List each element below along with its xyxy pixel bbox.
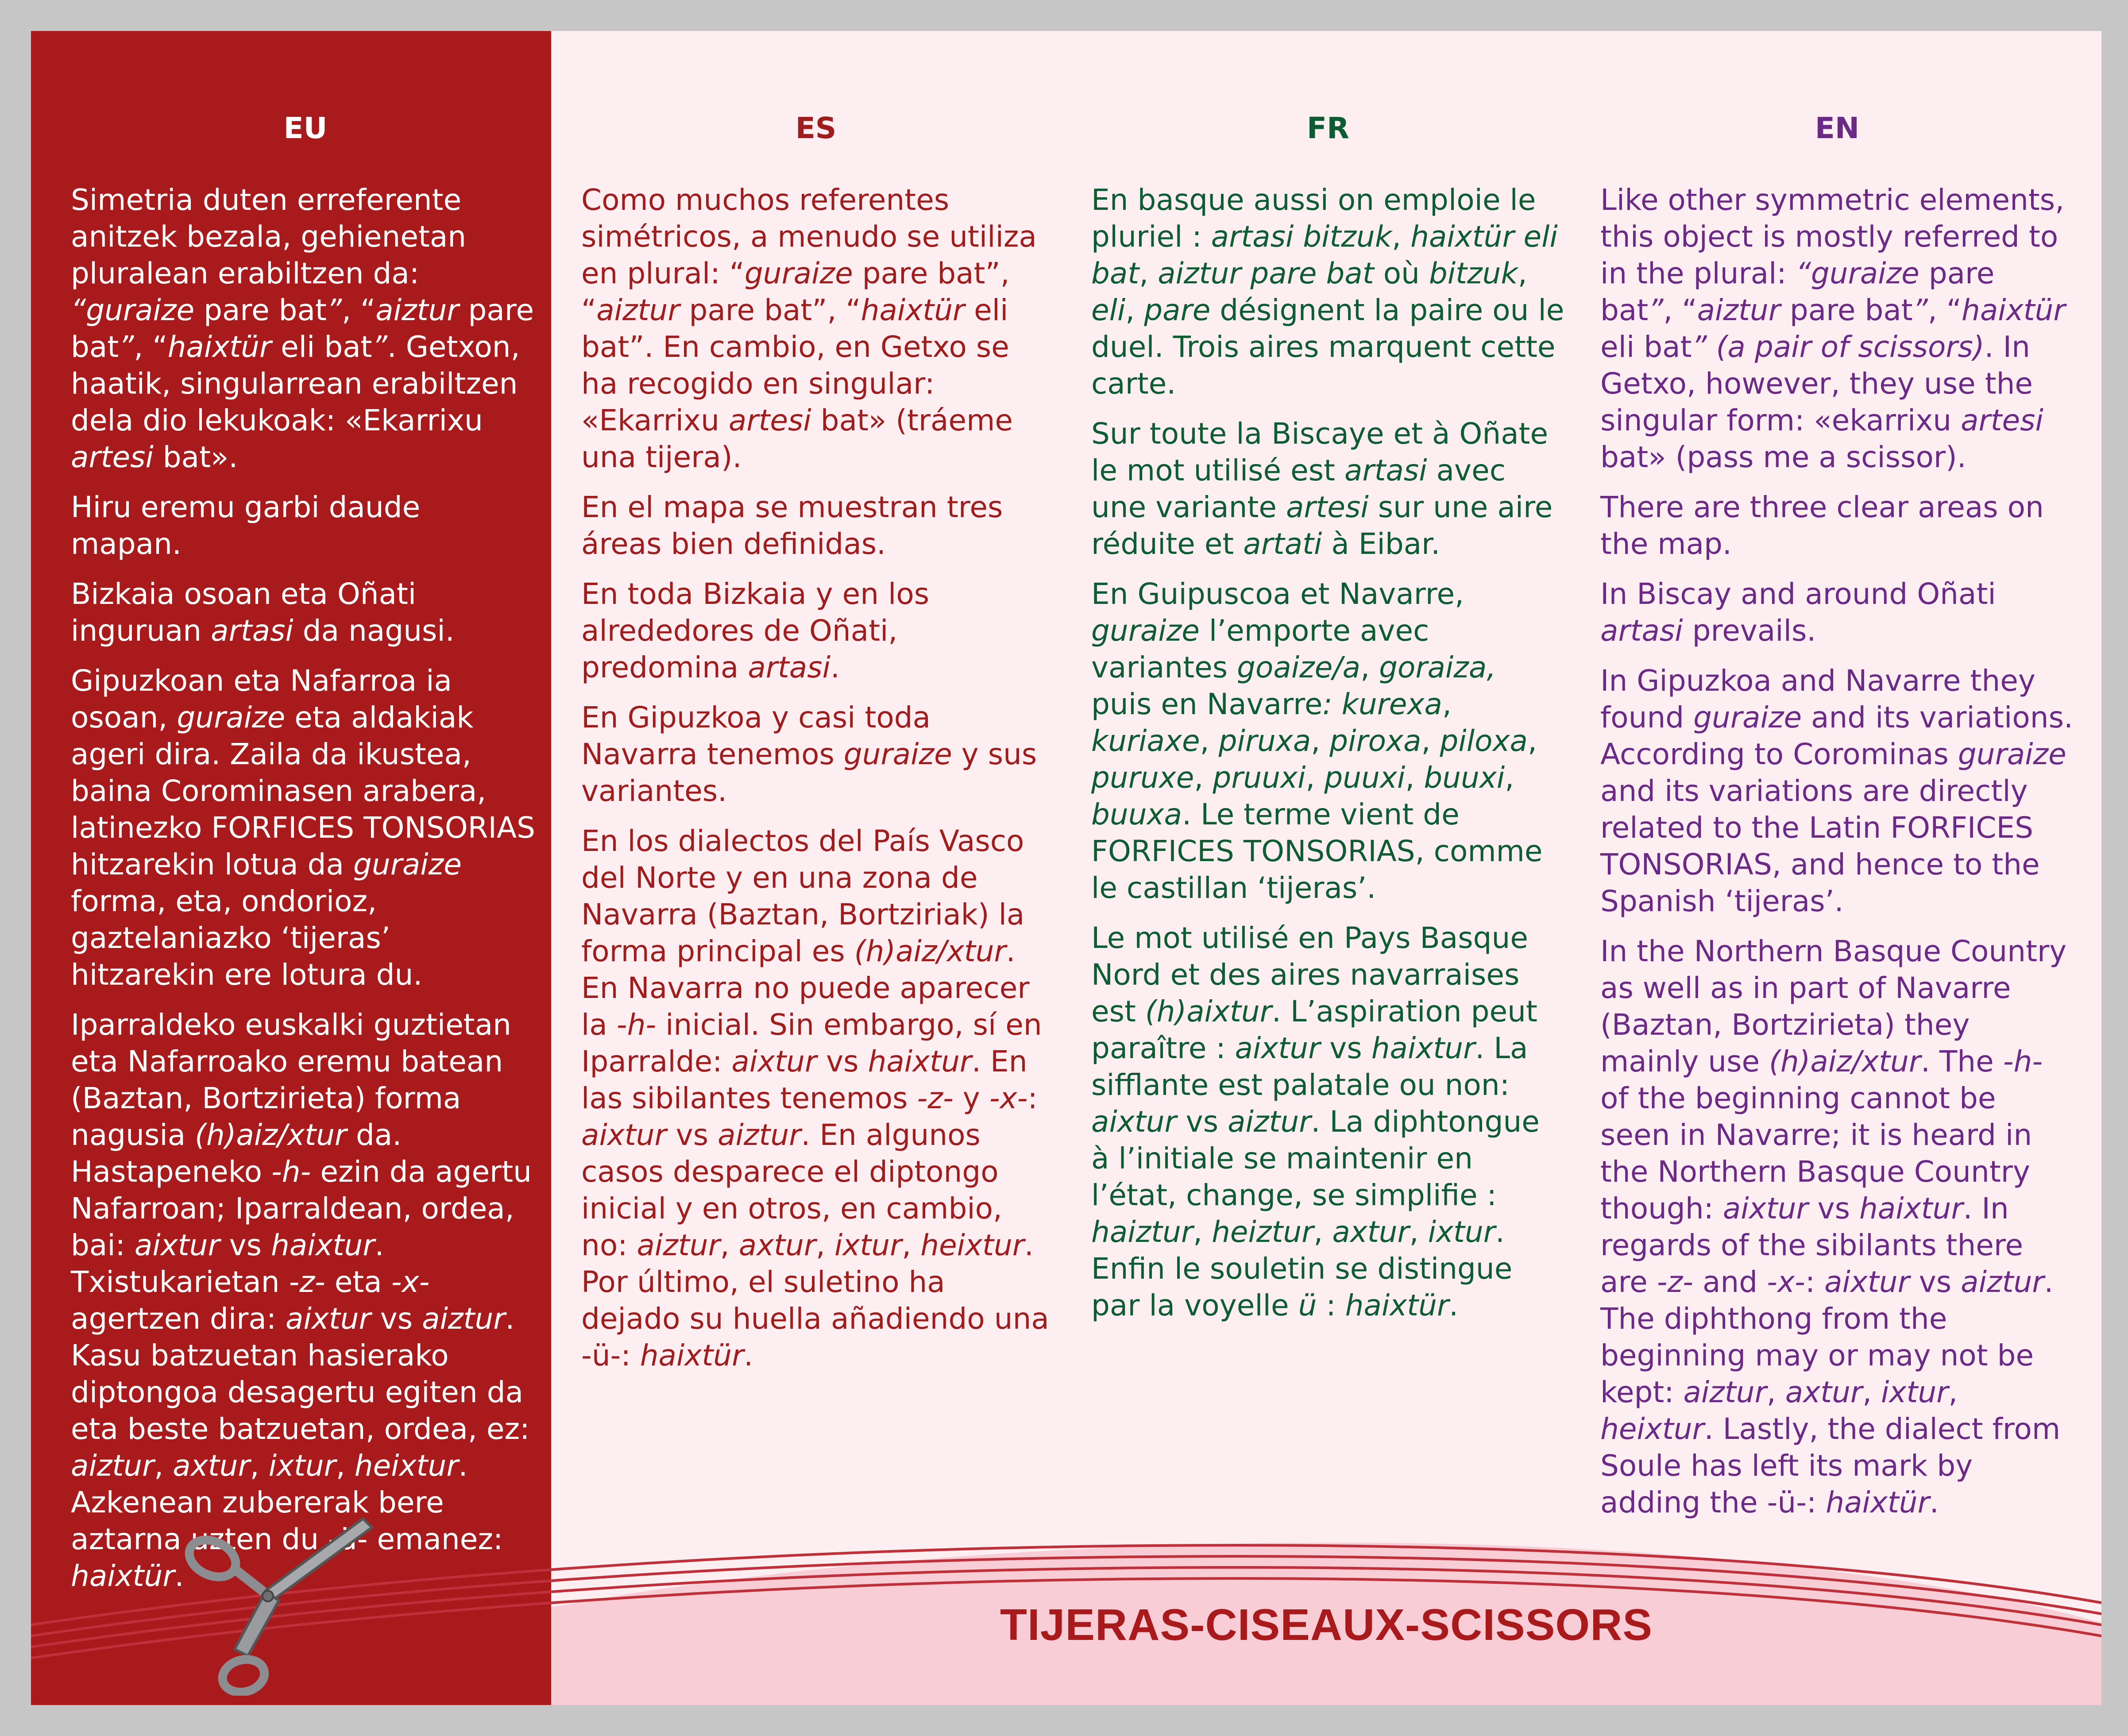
italic-term: ixtur: [1428, 1215, 1495, 1249]
italic-term: artasi bitzuk: [1211, 220, 1392, 254]
text-run: Gipuzkoan eta Nafarroa ia osoan,: [71, 664, 452, 735]
text-run: . The diphthong from the beginning may or may not be kept:: [1600, 1265, 2054, 1409]
italic-term: artesi: [1286, 490, 1369, 524]
text-run: pare bat: [1780, 293, 1913, 327]
column-heading-eu: EU: [283, 111, 328, 145]
text-run: où: [1374, 256, 1429, 290]
paragraph-eu-5: [71, 1006, 540, 1594]
italic-term: haixtur: [1371, 1031, 1475, 1065]
text-run: da. Hastapeneko: [71, 1118, 402, 1189]
italic-term: -h-: [616, 1008, 657, 1042]
italic-term: buuxi: [1424, 761, 1505, 795]
column-body-en: [1600, 182, 2074, 1521]
italic-term: -z-: [289, 1265, 325, 1299]
italic-term: aixtur: [1235, 1031, 1321, 1065]
text-run: . La diphtongue à l’initiale se maintenir en l’état, change, se simplifie :: [1091, 1105, 1540, 1212]
text-run: eli bat”. En cambio, en Getxo se ha recogido en singular: «Ekarrixu: [581, 293, 1009, 437]
italic-term: aiztur: [375, 293, 459, 327]
text-run: vs: [666, 1118, 718, 1152]
italic-term: guraize: [744, 256, 853, 290]
column-body-eu: [71, 182, 540, 1594]
text-run: :: [1805, 1265, 1825, 1299]
text-run: . Txistukarietan: [71, 1228, 384, 1299]
italic-term: bitzuk: [1429, 256, 1518, 290]
text-run: eta: [325, 1265, 391, 1299]
text-run: , “: [342, 293, 376, 327]
text-run: eta aldakiak ageri dira. Zaila da ikustea, baina Corominasen arabera, latinezko FORFICES TONSORIAS hitzarekin lotua da: [71, 700, 536, 882]
text-run: Simetria duten erreferente anitzek bezala, gehienetan pluralean erabiltzen da:: [71, 183, 467, 290]
italic-term: aiztur: [1961, 1265, 2044, 1299]
text-run: ,: [1360, 650, 1379, 684]
italic-term: piloxa: [1440, 724, 1528, 758]
text-run: ,: [1305, 761, 1325, 795]
italic-term: guraize: [1091, 614, 1200, 648]
italic-term: ”: [372, 330, 387, 364]
text-run: Sur toute la Biscaye et à Oñate le mot utilisé est: [1091, 417, 1549, 487]
italic-term: (h)aiz/xtur: [195, 1118, 347, 1152]
text-run: In Gipuzkoa and Navarre they found: [1600, 664, 2035, 735]
text-run: En Guipuscoa et Navarre,: [1091, 577, 1464, 611]
italic-term: haixtur: [1859, 1191, 1963, 1226]
italic-term: -x-: [989, 1081, 1028, 1115]
italic-term: aixtur: [1824, 1265, 1910, 1299]
column-heading-es: ES: [795, 111, 837, 145]
text-run: bat» (pass me a scissor).: [1600, 440, 1966, 474]
italic-term: ixtur: [834, 1228, 902, 1262]
italic-term: piroxa: [1329, 724, 1421, 758]
paragraph-fr-1: [1091, 182, 1565, 402]
italic-term: aiztur: [71, 1449, 154, 1483]
text-run: pare bat”, “: [680, 293, 861, 327]
italic-term: artasi: [748, 650, 830, 684]
text-run: pare bat: [1600, 256, 1995, 327]
text-run: .: [744, 1338, 753, 1373]
italic-term: haixtür eli bat: [1091, 220, 1558, 290]
italic-term: artesi: [728, 403, 811, 437]
italic-term: heixtur: [354, 1449, 459, 1483]
italic-term: pare: [1144, 293, 1211, 327]
text-run: eli bat: [271, 330, 372, 364]
italic-term: aiztur: [422, 1302, 506, 1336]
italic-term: guraize: [353, 847, 462, 882]
text-run: ,: [1194, 761, 1213, 795]
italic-term: -h-: [271, 1155, 311, 1189]
text-run: ,: [816, 1228, 835, 1262]
text-run: ,: [1518, 256, 1527, 290]
italic-term: aiztur: [718, 1118, 801, 1152]
text-run: pare bat: [194, 293, 327, 327]
text-run: ,: [1766, 1375, 1785, 1409]
text-run: bat» (tráeme una tijera).: [581, 403, 1013, 474]
text-run: ,: [1505, 761, 1514, 795]
text-run: eli bat: [1600, 330, 1692, 364]
text-run: .: [1929, 1485, 1939, 1519]
italic-term: haixtur: [868, 1044, 972, 1079]
italic-term: artasi: [1344, 453, 1427, 487]
column-es: [581, 111, 1050, 1387]
text-run: of the beginning cannot be seen in Navarre; it is heard in the Northern Basque Country though:: [1600, 1081, 2032, 1226]
text-run: ,: [1311, 724, 1330, 758]
text-run: , “: [1663, 293, 1697, 327]
text-run: puis en Navarre: [1091, 687, 1323, 721]
text-run: . En Navarra no puede aparecer la: [581, 934, 1030, 1042]
italic-term: haixtür: [1826, 1485, 1930, 1519]
italic-term: ”: [119, 330, 134, 364]
text-run: . En las sibilantes tenemos: [581, 1044, 1027, 1115]
italic-term: haiztur: [1091, 1215, 1193, 1249]
italic-term: artasi: [1600, 614, 1683, 648]
paragraph-es-1: [581, 182, 1050, 476]
paragraph-fr-3: [1091, 576, 1565, 906]
italic-term: kuriaxe: [1091, 724, 1200, 758]
text-run: vs: [1320, 1031, 1371, 1065]
italic-term: aiztur: [1683, 1375, 1767, 1409]
text-run: à Eibar.: [1322, 527, 1441, 561]
italic-term: aiztur: [596, 293, 680, 327]
italic-term: piruxa: [1218, 724, 1311, 758]
text-run: Como muchos referentes simétricos, a menudo se utiliza en plural: “: [581, 183, 1037, 290]
text-run: , “: [134, 330, 168, 364]
italic-term: haixtür: [167, 330, 272, 364]
italic-term: axtur: [1332, 1215, 1410, 1249]
text-run: bat».: [153, 440, 238, 474]
italic-term: artasi: [211, 614, 294, 648]
text-run: Hiru eremu garbi daude mapan.: [71, 490, 421, 561]
italic-term: axtur: [738, 1228, 816, 1262]
text-run: vs: [220, 1228, 271, 1262]
text-run: . The: [1920, 1044, 2003, 1079]
text-run: . In Getxo, however, they use the singular form: «ekarrixu: [1600, 330, 2033, 437]
italic-term: ixtur: [1881, 1375, 1949, 1409]
text-run: y: [953, 1081, 989, 1115]
italic-term: axtur: [173, 1449, 250, 1483]
text-run: pare bat”, “: [581, 256, 1010, 327]
text-run: There are three clear areas on the map.: [1600, 490, 2044, 561]
italic-term: goraiza,: [1379, 650, 1496, 684]
text-run: :: [1317, 1288, 1345, 1322]
italic-term: aiztur: [1228, 1105, 1311, 1139]
paragraph-en-1: [1600, 182, 2074, 476]
paragraph-es-4: [581, 699, 1050, 809]
italic-term: ”: [1648, 293, 1664, 327]
text-run: .: [174, 1559, 184, 1593]
text-run: In Biscay and around Oñati: [1600, 577, 1996, 611]
italic-term: (h)aixtur: [1145, 994, 1272, 1028]
text-run: . In regards of the sibilants there are: [1600, 1191, 2024, 1299]
text-run: y sus variantes.: [581, 737, 1037, 808]
text-run: Bizkaia osoan eta Oñati inguruan: [71, 577, 417, 648]
paragraph-fr-4: [1091, 920, 1565, 1324]
column-en: [1600, 111, 2074, 1534]
column-eu: [71, 111, 540, 1608]
italic-term: ü: [1298, 1288, 1317, 1322]
italic-term: -x-: [1767, 1265, 1805, 1299]
text-run: pare bat: [71, 293, 534, 364]
text-run: . Le terme vient de FORFICES TONSORIAS, comme le castillan ‘tijeras’.: [1091, 797, 1543, 905]
paragraph-eu-2: [71, 489, 540, 562]
paragraph-fr-2: [1091, 415, 1565, 562]
italic-term: aiztur: [637, 1228, 720, 1262]
text-run: ,: [1421, 724, 1440, 758]
text-run: En Gipuzkoa y casi toda Navarra tenemos: [581, 700, 931, 771]
text-run: and its variations are directly related to the Latin FORFICES TONSORIAS, and hence to the Spanish ‘tijeras’.: [1600, 774, 2040, 918]
italic-term: eli: [1091, 293, 1126, 327]
text-run: ,: [720, 1228, 739, 1262]
italic-term: buuxa: [1091, 797, 1182, 831]
text-run: . Kasu batzuetan hasierako diptongoa desagertu egiten da eta beste batzuetan, ordea, ez:: [71, 1302, 530, 1446]
column-body-fr: [1091, 182, 1565, 1324]
italic-term: guraize: [1693, 700, 1802, 735]
italic-term: haixtür: [640, 1338, 744, 1373]
text-run: ,: [1527, 724, 1537, 758]
paragraph-en-2: [1600, 489, 2074, 562]
paragraph-eu-3: [71, 576, 540, 649]
italic-term: aixtur: [1722, 1191, 1808, 1226]
text-run: forma, eta, ondorioz, gaztelaniazko ‘tijeras’ hitzarekin ere lotura du.: [71, 884, 423, 992]
italic-term: guraize: [843, 737, 952, 771]
italic-term: heixtur: [1600, 1412, 1704, 1446]
text-run: . Enfin le souletin se distingue par la voyelle: [1091, 1215, 1513, 1322]
text-run: .: [1449, 1288, 1459, 1322]
text-run: ,: [1139, 256, 1158, 290]
text-run: , “: [1927, 293, 1962, 327]
text-run: ,: [1125, 293, 1144, 327]
italic-term: aixtur: [731, 1044, 817, 1079]
text-run: En basque aussi on emploie le pluriel :: [1091, 183, 1536, 254]
text-run: ,: [902, 1228, 921, 1262]
italic-term: haixtür: [1962, 293, 2066, 327]
text-run: Like other symmetric elements, this object is mostly referred to in the plural:: [1600, 183, 2065, 290]
text-run: ,: [1948, 1375, 1958, 1409]
italic-term: -z-: [917, 1081, 954, 1115]
italic-term: heiztur: [1212, 1215, 1314, 1249]
paragraph-en-4: [1600, 662, 2074, 920]
text-run: . La sifflante est palatale ou non:: [1091, 1031, 1528, 1102]
paragraph-es-3: [581, 576, 1050, 686]
text-run: .: [830, 650, 840, 684]
italic-term: aixtur: [134, 1228, 220, 1262]
text-run: . L’aspiration peut paraître :: [1091, 994, 1537, 1065]
text-run: . Azkenean zubererak bere aztarna uzten du -ü- emanez:: [71, 1449, 503, 1556]
text-run: agertzen dira:: [71, 1302, 286, 1336]
italic-term: (h)aiz/xtur: [1769, 1044, 1921, 1079]
italic-term: “guraize: [1796, 256, 1919, 290]
italic-term: axtur: [1785, 1375, 1863, 1409]
text-run: vs: [1176, 1105, 1228, 1139]
text-run: En los dialectos del País Vasco del Norte y en una zona de Navarra (Baztan, Bortziriak) la forma principal es: [581, 824, 1025, 968]
text-run: and: [1693, 1265, 1767, 1299]
italic-term: ”: [1912, 293, 1928, 327]
text-run: In the Northern Basque Country as well as in part of Navarre (Baztan, Bortzirieta) they mainly use: [1600, 934, 2067, 1079]
text-run: ,: [1405, 761, 1424, 795]
italic-term: pruuxi: [1213, 761, 1306, 795]
text-run: ,: [336, 1449, 355, 1483]
text-run: vs: [817, 1044, 868, 1079]
italic-term: ” (a pair of scissors): [1692, 330, 1985, 364]
italic-term: puuxi: [1324, 761, 1406, 795]
text-run: inicial. Sin embargo, sí en Iparralde:: [581, 1008, 1042, 1079]
italic-term: aixtur: [1091, 1105, 1177, 1139]
text-run: ,: [154, 1449, 173, 1483]
text-run: l’emporte avec variantes: [1091, 614, 1429, 684]
text-run: ,: [1862, 1375, 1881, 1409]
text-run: En toda Bizkaia y en los alrededores de Oñati, predomina: [581, 577, 930, 684]
italic-term: artesi: [71, 440, 154, 474]
italic-term: heixtur: [920, 1228, 1024, 1262]
italic-term: goaize/a: [1237, 650, 1361, 684]
column-body-es: [581, 182, 1050, 1374]
italic-term: aiztur: [1697, 293, 1780, 327]
italic-term: “guraize: [71, 293, 195, 327]
text-run: prevails.: [1683, 614, 1816, 648]
column-heading-fr: FR: [1307, 111, 1349, 145]
paragraph-en-3: [1600, 576, 2074, 649]
italic-term: haixtür: [861, 293, 965, 327]
paragraph-en-5: [1600, 933, 2074, 1521]
italic-term: -h-: [2003, 1044, 2043, 1079]
text-run: :: [1027, 1081, 1038, 1115]
column-fr: [1091, 111, 1565, 1337]
text-run: désignent la paire ou le duel. Trois aires marquent cette carte.: [1091, 293, 1564, 401]
text-run: ,: [1200, 724, 1219, 758]
paragraph-eu-1: [71, 182, 540, 476]
italic-term: (h)aiz/xtur: [854, 934, 1006, 968]
italic-term: ”: [326, 293, 342, 327]
italic-term: -z-: [1657, 1265, 1693, 1299]
text-run: ,: [1409, 1215, 1428, 1249]
italic-term: artati: [1243, 527, 1322, 561]
italic-term: haixtür: [1345, 1288, 1449, 1322]
text-run: ,: [1193, 1215, 1212, 1249]
italic-term: -x-: [391, 1265, 430, 1299]
text-run: Iparraldeko euskalki guztietan eta Nafarroako eremu batean (Baztan, Bortzirieta) forma nagusia: [71, 1008, 511, 1152]
text-run: ,: [1442, 687, 1452, 721]
scissors-icon: [174, 1510, 398, 1696]
italic-term: : kurexa: [1322, 687, 1442, 721]
italic-term: aiztur pare bat: [1158, 256, 1374, 290]
italic-term: guraize: [1958, 737, 2066, 771]
text-run: . Por último, el suletino ha dejado su huella añadiendo una -ü-:: [581, 1228, 1049, 1373]
text-run: ,: [1392, 220, 1411, 254]
map-sheet: [31, 31, 2101, 1705]
text-run: sur une aire réduite et: [1091, 490, 1553, 561]
italic-term: artesi: [1961, 403, 2043, 437]
italic-term: haixtür: [71, 1559, 175, 1593]
text-run: . Lastly, the dialect from Soule has left its mark by adding the -ü-:: [1600, 1412, 2061, 1519]
italic-term: aixtur: [286, 1302, 371, 1336]
text-run: da nagusi.: [293, 614, 455, 648]
text-run: vs: [1909, 1265, 1961, 1299]
text-run: ezin da agertu Nafarroan; Iparraldean, ordea, bai:: [71, 1155, 532, 1262]
italic-term: aixtur: [581, 1118, 667, 1152]
page-title: TIJERAS-CISEAUX-SCISSORS: [1000, 1600, 1653, 1650]
text-run: Le mot utilisé en Pays Basque Nord et des aires navarraises est: [1091, 921, 1528, 1028]
italic-term: puruxe: [1091, 761, 1194, 795]
text-run: ,: [1313, 1215, 1332, 1249]
italic-term: guraize: [177, 700, 286, 735]
text-run: . En algunos casos desparece el diptongo inicial y en otros, en cambio, no:: [581, 1118, 1003, 1262]
text-run: and its variations. According to Corominas: [1600, 700, 2073, 771]
column-heading-en: EN: [1815, 111, 1860, 145]
text-run: . Getxon, haatik, singularrean erabiltzen dela dio lekukoak: «Ekarrixu: [71, 330, 520, 437]
text-run: avec une variante: [1091, 453, 1506, 524]
paragraph-es-2: [581, 489, 1050, 562]
text-run: ,: [250, 1449, 269, 1483]
text-run: vs: [1808, 1191, 1859, 1226]
italic-term: haixtur: [271, 1228, 375, 1262]
paragraph-eu-4: [71, 662, 540, 993]
italic-term: ixtur: [268, 1449, 336, 1483]
text-run: vs: [371, 1302, 422, 1336]
paragraph-es-5: [581, 823, 1050, 1374]
text-run: En el mapa se muestran tres áreas bien definidas.: [581, 490, 1003, 561]
